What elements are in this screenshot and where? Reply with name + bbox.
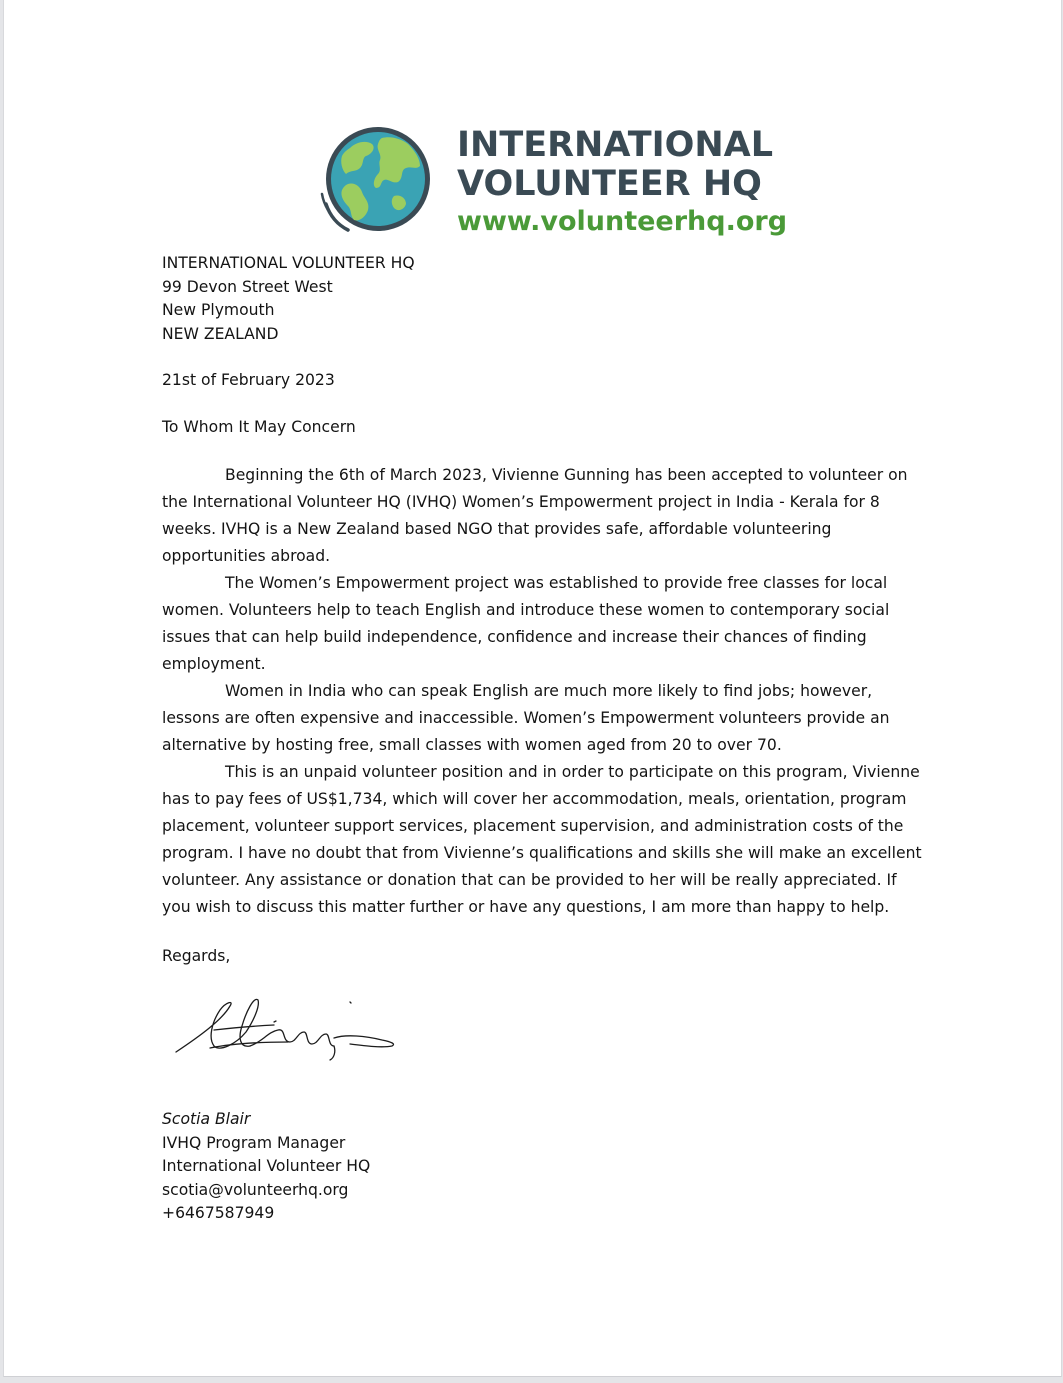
letter-page	[3, 0, 1062, 1377]
closing: Regards,	[162, 947, 231, 965]
paragraph-line: lessons are often expensive and inaccessible. Women’s Empowerment volunteers provide an	[162, 709, 890, 727]
globe-icon	[320, 126, 440, 232]
paragraph-line: placement, volunteer support services, placement supervision, and administration costs of the	[162, 817, 904, 835]
signoff-block	[162, 1108, 370, 1226]
signer-email[interactable]: scotia@volunteerhq.org	[162, 1180, 349, 1199]
salutation: To Whom It May Concern	[162, 418, 356, 436]
paragraph-1	[162, 462, 922, 570]
sender-address	[162, 252, 415, 346]
paragraph-line: women. Volunteers help to teach English and introduce these women to contemporary social	[162, 601, 890, 619]
logo-line-1: INTERNATIONAL	[457, 125, 774, 165]
paragraph-line: weeks. IVHQ is a New Zealand based NGO that provides safe, affordable volunteering	[162, 520, 832, 538]
paragraph-4	[162, 759, 922, 921]
handwritten-signature	[170, 992, 410, 1062]
paragraph-line: issues that can help build independence, confidence and increase their chances of finding	[162, 628, 867, 646]
address-city: New Plymouth	[162, 301, 275, 319]
signer-name: Scotia Blair	[162, 1110, 251, 1128]
letter-body	[162, 462, 922, 921]
paragraph-line: program. I have no doubt that from Vivienne’s qualifications and skills she will make an excellent	[162, 844, 922, 862]
paragraph-line: the International Volunteer HQ (IVHQ) Women’s Empowerment project in India - Kerala for 8	[162, 493, 880, 511]
paragraph-3	[162, 678, 922, 759]
paragraph-line: Beginning the 6th of March 2023, Vivienne Gunning has been accepted to volunteer on	[225, 466, 908, 484]
signer-title: IVHQ Program Manager	[162, 1133, 346, 1152]
paragraph-line: This is an unpaid volunteer position and in order to participate on this program, Vivienne	[225, 763, 920, 781]
paragraph-line: volunteer. Any assistance or donation that can be provided to her will be really appreciated. If	[162, 871, 897, 889]
paragraph-line: you wish to discuss this matter further or have any questions, I am more than happy to help.	[162, 898, 890, 916]
paragraph-line: has to pay fees of US$1,734, which will cover her accommodation, meals, orientation, program	[162, 790, 907, 808]
address-country: NEW ZEALAND	[162, 324, 279, 343]
paragraph-line: alternative by hosting free, small classes with women aged from 20 to over 70.	[162, 736, 782, 754]
paragraph-line: Women in India who can speak English are much more likely to find jobs; however,	[225, 682, 873, 700]
logo-wordmark	[457, 126, 787, 238]
signer-phone: +6467587949	[162, 1204, 275, 1222]
logo-url: www.volunteerhq.org	[457, 206, 788, 237]
logo-line-2: VOLUNTEER HQ	[457, 164, 762, 204]
paragraph-line: The Women’s Empowerment project was established to provide free classes for local	[225, 574, 888, 592]
paragraph-2	[162, 570, 922, 678]
paragraph-line: opportunities abroad.	[162, 547, 331, 565]
address-org: INTERNATIONAL VOLUNTEER HQ	[162, 254, 415, 272]
address-street: 99 Devon Street West	[162, 277, 333, 296]
letter-date: 21st of February 2023	[162, 371, 335, 389]
signer-org: International Volunteer HQ	[162, 1157, 371, 1175]
paragraph-line: employment.	[162, 655, 266, 673]
ivhq-logo	[320, 125, 788, 242]
